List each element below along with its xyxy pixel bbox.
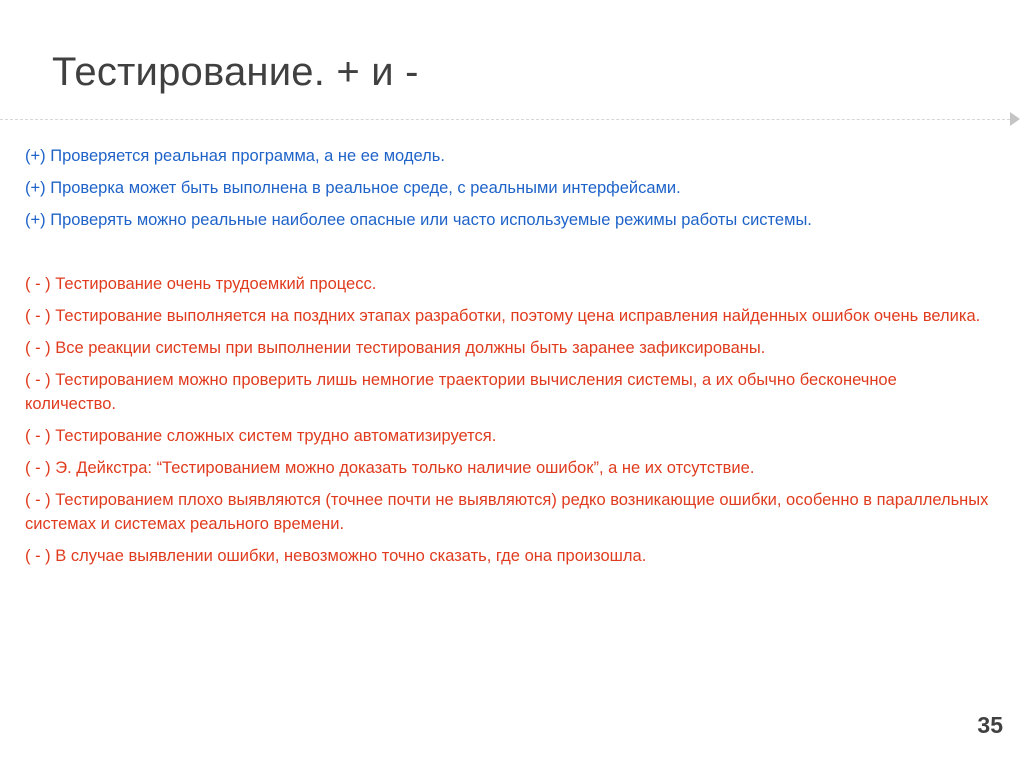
con-item: ( - ) В случае выявлении ошибки, невозможно точно сказать, где она произошла. [25, 547, 647, 565]
page-number: 35 [977, 712, 1003, 738]
con-item: ( - ) Тестирование выполняется на поздних этапах разработки, поэтому цена исправления найденных ошибок очень велика. [25, 307, 981, 325]
pros-list [25, 144, 990, 232]
pro-item: (+) Проверка может быть выполнена в реальное среде, с реальными интерфейсами. [25, 179, 681, 197]
slide-title: Тестирование. + и - [52, 50, 419, 94]
title-divider [0, 119, 1010, 120]
cons-list [25, 272, 990, 568]
con-item: ( - ) Тестирование очень трудоемкий процесс. [25, 275, 377, 293]
list-spacer [25, 240, 990, 272]
pro-item: (+) Проверять можно реальные наиболее опасные или часто используемые режимы работы системы. [25, 211, 812, 229]
con-item: ( - ) Э. Дейкстра: “Тестированием можно доказать только наличие ошибок”, а не их отсутствие. [25, 459, 755, 477]
con-item: ( - ) Тестированием можно проверить лишь немногие траектории вычисления системы, а их обычно бесконечное количество. [25, 371, 897, 413]
con-item: ( - ) Тестированием плохо выявляются (точнее почти не выявляются) редко возникающие ошибки, особенно в параллельных системах и системах реального времени. [25, 491, 989, 533]
pro-item: (+) Проверяется реальная программа, а не ее модель. [25, 147, 445, 165]
con-item: ( - ) Тестирование сложных систем трудно автоматизируется. [25, 427, 497, 445]
slide-content [25, 144, 990, 576]
con-item: ( - ) Все реакции системы при выполнении тестирования должны быть заранее зафиксированы. [25, 339, 766, 357]
divider-arrow-icon [1010, 112, 1020, 126]
